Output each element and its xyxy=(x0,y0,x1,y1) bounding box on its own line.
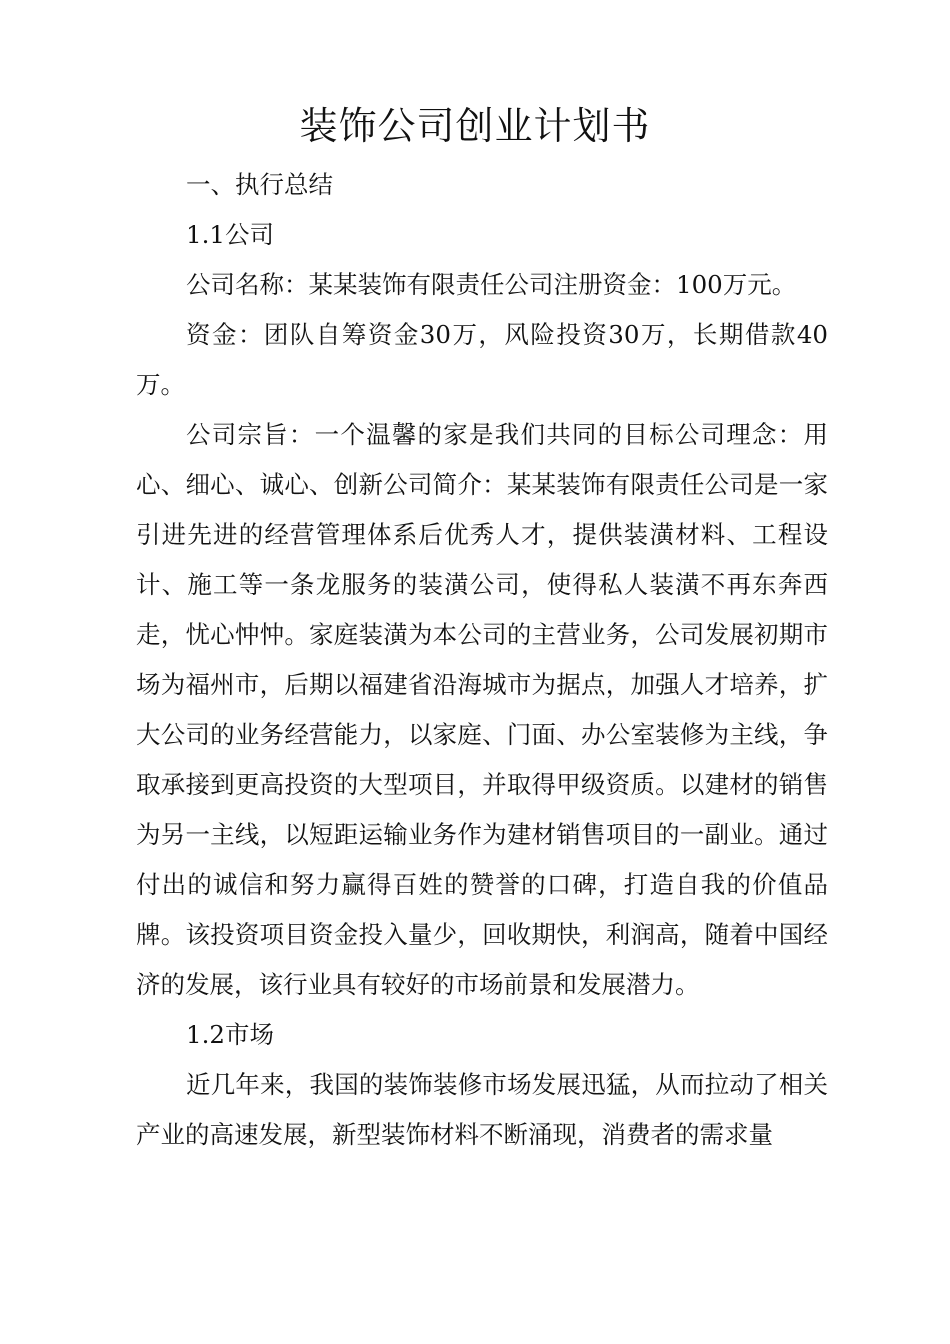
subsection-heading-market: 1.2市场 xyxy=(186,1020,274,1049)
paragraph-company-profile: 公司宗旨：一个温馨的家是我们共同的目标公司理念：用心、细心、诚心、创新公司简介：某某装饰有限责任公司是一家引进先进的经营管理体系后优秀人才，提供装潢材料、工程设计、施工等一条龙服务的装潢公司，使得私人装潢不再东奔西走，忧心忡忡。家庭装潢为本公司的主营业务，公司发展初期市场为福州市，后期以福建省沿海城市为据点，加强人才培养，扩大公司的业务经营能力，以家庭、门面、办公室装修为主线，争取承接到更高投资的大型项目，并取得甲级资质。以建材的销售为另一主线，以短距运输业务作为建材销售项目的一副业。通过付出的诚信和努力赢得百姓的赞誉的口碑，打造自我的价值品牌。该投资项目资金投入量少，回收期快，利润高，随着中国经济的发展，该行业具有较好的市场前景和发展潜力。 xyxy=(136,420,828,999)
section-heading-executive-summary: 一、执行总结 xyxy=(186,170,333,199)
subsection-heading-company: 1.1公司 xyxy=(186,220,274,249)
paragraph-company-name: 公司名称：某某装饰有限责任公司注册资金：100万元。 xyxy=(186,270,797,299)
paragraph-market: 近几年来，我国的装饰装修市场发展迅猛，从而拉动了相关产业的高速发展，新型装饰材料不断涌现，消费者的需求量 xyxy=(136,1070,828,1149)
paragraph-funding: 资金：团队自筹资金30万，风险投资30万，长期借款40万。 xyxy=(136,320,828,399)
document-body xyxy=(136,160,828,1160)
document-title: 装饰公司创业计划书 xyxy=(299,104,651,148)
